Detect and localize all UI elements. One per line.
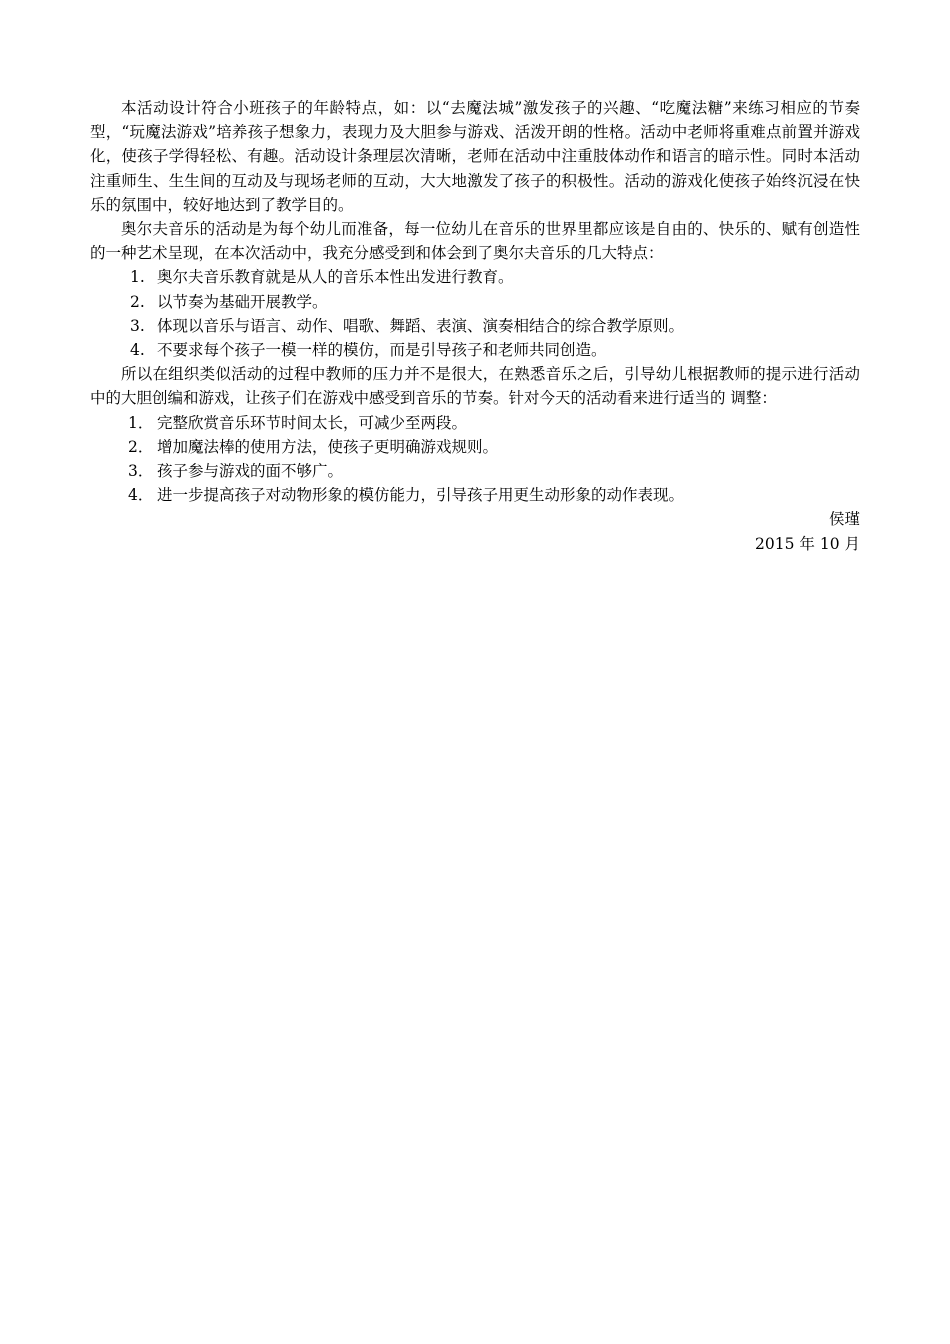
adjustments-list [90, 411, 860, 508]
list-item [90, 338, 860, 362]
list-item [90, 314, 860, 338]
orff-features-list [90, 265, 860, 362]
list-item-number: 1. [130, 268, 145, 287]
paragraph-adjustments-intro: 所以在组织类似活动的过程中教师的压力并不是很大，在熟悉音乐之后，引导幼儿根据教师的提示进行活动中的大胆创编和游戏，让孩子们在游戏中感受到音乐的节奏。针对今天的活动看来进行适当的 调整： [90, 365, 860, 408]
paragraph-orff-intro: 奥尔夫音乐的活动是为每个幼儿而准备，每一位幼儿在音乐的世界里都应该是自由的、快乐的、赋有创造性的一种艺术呈现，在本次活动中，我充分感受到和体会到了奥尔夫音乐的几大特点： [90, 220, 860, 263]
list-item-number: 2． [128, 437, 154, 456]
list-item-number: 4. [130, 341, 145, 360]
document-date: 2015 年 10 月 [755, 534, 860, 553]
list-item-text: 进一步提高孩子对动物形象的模仿能力，引导孩子用更生动形象的动作表现。 [157, 486, 685, 505]
list-item-number: 1． [128, 413, 154, 432]
list-item-text: 不要求每个孩子一模一样的模仿，而是引导孩子和老师共同创造。 [157, 341, 607, 360]
list-item [90, 459, 860, 483]
list-item-number: 4． [128, 486, 154, 505]
list-item-text: 体现以音乐与语言、动作、唱歌、舞蹈、表演、演奏相结合的综合教学原则。 [157, 316, 685, 335]
list-item-number: 3． [128, 462, 154, 481]
list-item [90, 411, 860, 435]
list-item-text: 完整欣赏音乐环节时间太长，可减少至两段。 [157, 413, 468, 432]
list-item-text: 孩子参与游戏的面不够广。 [157, 462, 344, 481]
list-item [90, 483, 860, 507]
list-item [90, 435, 860, 459]
paragraph-activity-design: 本活动设计符合小班孩子的年龄特点，如：以“去魔法城”激发孩子的兴趣、“吃魔法糖”来练习相应的节奏型，“玩魔法游戏”培养孩子想象力，表现力及大胆参与游戏、活泼开朗的性格。活动中老师将重难点前置并游戏化，使孩子学得轻松、有趣。活动设计条理层次清晰，老师在活动中注重肢体动作和语言的暗示性。同时本活动注重师生、生生间的互动及与现场老师的互动，大大地激发了孩子的积极性。活动的游戏化使孩子始终沉浸在快乐的氛围中，较好地达到了教学目的。 [90, 99, 860, 214]
author-signature: 侯瑾 [828, 510, 860, 529]
list-item-text: 增加魔法棒的使用方法，使孩子更明确游戏规则。 [157, 437, 499, 456]
list-item-number: 3. [130, 316, 145, 335]
list-item-text: 以节奏为基础开展教学。 [157, 292, 328, 311]
list-item [90, 290, 860, 314]
list-item-number: 2. [130, 292, 145, 311]
document-page [90, 96, 860, 556]
list-item [90, 265, 860, 289]
list-item-text: 奥尔夫音乐教育就是从人的音乐本性出发进行教育。 [157, 268, 514, 287]
